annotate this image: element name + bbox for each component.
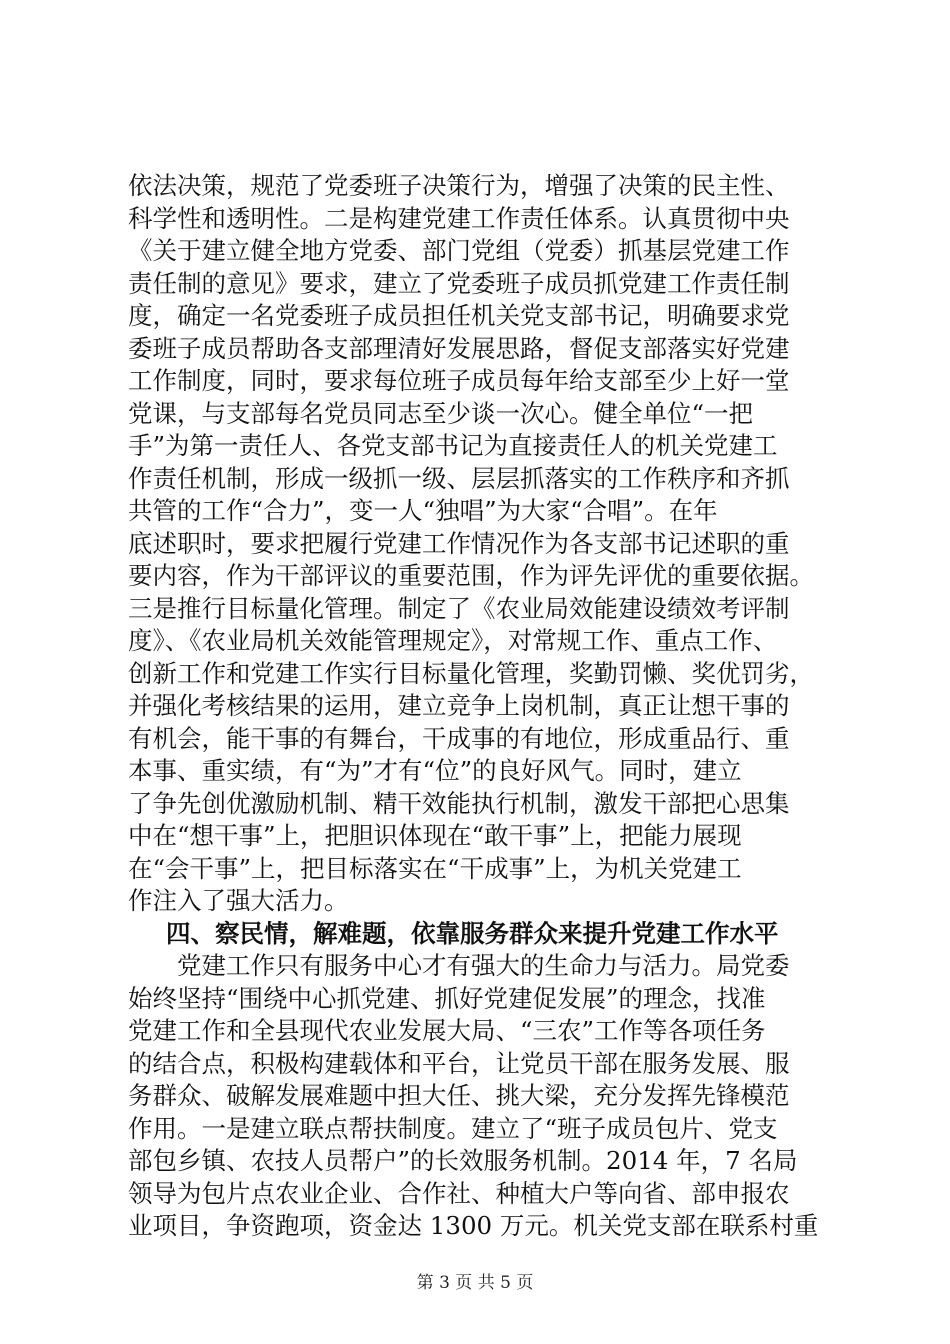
text-line: 委班子成员帮助各支部理清好发展思路，督促支部落实好党建 (128, 333, 790, 363)
text-line: 在“会干事”上，把目标落实在“干成事”上，为机关党建工 (128, 853, 742, 883)
page-footer: 第 3 页 共 5 页 (416, 1273, 534, 1293)
text-line: 业项目，争资跑项，资金达 1300 万元。机关党支部在联系村重 (128, 1211, 819, 1240)
text-line: 共管的工作“合力”，变一人“独唱”为大家“合唱”。在年 (128, 496, 718, 525)
text-line: 依法决策，规范了党委班子决策行为，增强了决策的民主性、 (128, 171, 790, 200)
text-line: 始终坚持“围绕中心抓党建、抓好党建促发展”的理念，找准 (128, 983, 766, 1013)
text-line: 了争先创优激励机制、精干效能执行机制，激发干部把心思集 (128, 788, 790, 818)
text-line: 有机会，能干事的有舞台，干成事的有地位，形成重品行、重 (128, 723, 790, 753)
text-line: 作注入了强大活力。 (128, 886, 349, 915)
text-line: 手”为第一责任人、各党支部书记为直接责任人的机关党建工 (128, 431, 778, 460)
text-line: 党建工作和全县现代农业发展大局、“三农”工作等各项任务 (128, 1016, 766, 1045)
text-line: 工作制度，同时，要求每位班子成员每年给支部至少上好一堂 (128, 366, 790, 395)
body-text (128, 170, 828, 1243)
text-line: 作责任机制，形成一级抓一级、层层抓落实的工作秩序和齐抓 (128, 463, 790, 493)
text-line: 《关于建立健全地方党委、部门党组（党委）抓基层党建工作 (128, 236, 790, 265)
text-line: 部包乡镇、农技人员帮户”的长效服务机制。2014 年，7 名局 (128, 1146, 798, 1175)
text-line: 并强化考核结果的运用，建立竞争上岗机制，真正让想干事的 (128, 691, 790, 720)
text-line: 作用。一是建立联点帮扶制度。建立了“班子成员包片、党支 (128, 1113, 778, 1143)
text-line: 务群众、破解发展难题中担大任、挑大梁，充分发挥先锋模范 (128, 1081, 790, 1110)
section-heading: 四、察民情，解难题，依靠服务群众来提升党建工作水平 (166, 918, 779, 948)
text-line: 责任制的意见》要求，建立了党委班子成员抓党建工作责任制 (128, 268, 790, 298)
text-line: 领导为包片点农业企业、合作社、种植大户等向省、部申报农 (128, 1178, 790, 1208)
text-line: 党建工作只有服务中心才有强大的生命力与活力。局党委 (177, 951, 790, 980)
text-line: 本事、重实绩，有“为”才有“位”的良好风气。同时，建立 (128, 756, 742, 785)
text-line: 中在“想干事”上，把胆识体现在“敢干事”上，把能力展现 (128, 821, 742, 850)
text-line: 党课，与支部每名党员同志至少谈一次心。健全单位“一把 (128, 398, 754, 428)
text-line: 三是推行目标量化管理。制定了《农业局效能建设绩效考评制 (128, 593, 790, 623)
text-line: 科学性和透明性。二是构建党建工作责任体系。认真贯彻中央 (128, 203, 790, 233)
text-line: 底述职时，要求把履行党建工作情况作为各支部书记述职的重 (128, 528, 790, 558)
text-line: 度，确定一名党委班子成员担任机关党支部书记，明确要求党 (128, 301, 790, 330)
text-line: 度》、《农业局机关效能管理规定》，对常规工作、重点工作、 (128, 626, 778, 655)
text-line: 创新工作和党建工作实行目标量化管理，奖勤罚懒、奖优罚劣， (128, 658, 814, 688)
text-line: 要内容，作为干部评议的重要范围，作为评先评优的重要依据。 (128, 561, 814, 590)
text-line: 的结合点，积极构建载体和平台，让党员干部在服务发展、服 (128, 1048, 790, 1078)
